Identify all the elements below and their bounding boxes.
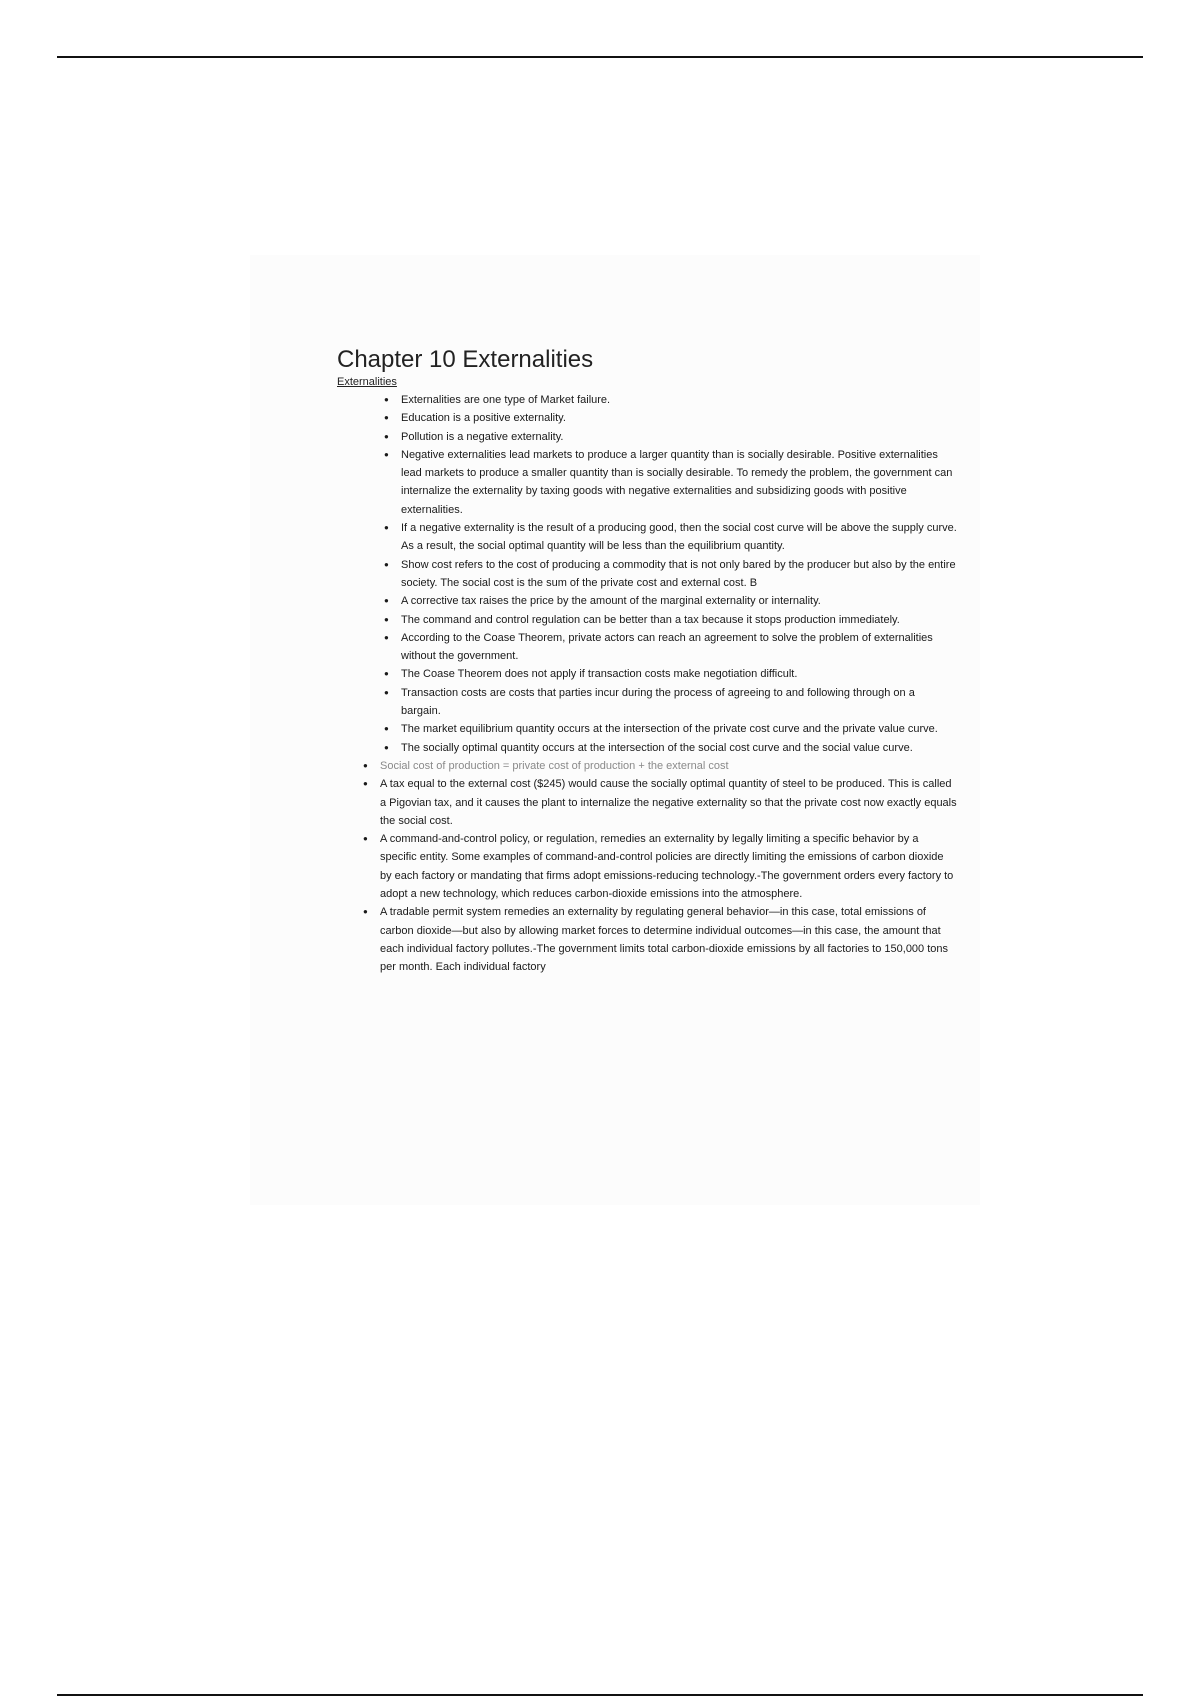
list-item: ● Social cost of production = private cost of production + the external cost	[380, 757, 957, 775]
list-item: ● Education is a positive externality.	[401, 409, 957, 427]
list-item: ● The market equilibrium quantity occurs at the intersection of the private cost curve and the private value curve.	[401, 720, 957, 738]
outer-bullet-list	[337, 757, 957, 977]
list-item: ● The command and control regulation can be better than a tax because it stops production immediately.	[401, 611, 957, 629]
list-item: ● Externalities are one type of Market failure.	[401, 391, 957, 409]
list-item: ● According to the Coase Theorem, private actors can reach an agreement to solve the problem of externalities without the government.	[401, 629, 957, 666]
document-content	[337, 345, 957, 977]
list-item: ● A command-and-control policy, or regulation, remedies an externality by legally limiting a specific behavior by a specific entity. Some examples of command-and-control policies are directly limiting the emissions of carbon dioxide by each factory or mandating that firms adopt emissions-reducing technology.-The government orders every factory to adopt a new technology, which reduces carbon-dioxide emissions into the atmosphere.	[380, 830, 957, 903]
list-item: ● If a negative externality is the result of a producing good, then the social cost curve will be above the supply curve. As a result, the social optimal quantity will be less than the equilibrium quantity.	[401, 519, 957, 556]
list-item: ● The Coase Theorem does not apply if transaction costs make negotiation difficult.	[401, 665, 957, 683]
list-item: ● Transaction costs are costs that parties incur during the process of agreeing to and following through on a bargain.	[401, 684, 957, 721]
nested-bullet-list	[337, 391, 957, 757]
list-item: ● A tax equal to the external cost ($245) would cause the socially optimal quantity of steel to be produced. This is called a Pigovian tax, and it causes the plant to internalize the negative externality so that the private cost now exactly equals the social cost.	[380, 775, 957, 830]
list-item: ● A corrective tax raises the price by the amount of the marginal externality or internality.	[401, 592, 957, 610]
list-item: ● A tradable permit system remedies an externality by regulating general behavior—in this case, total emissions of carbon dioxide—but also by allowing market forces to determine individual outcomes—in this case, the amount that each individual factory pollutes.-The government limits total carbon-dioxide emissions by all factories to 150,000 tons per month. Each individual factory	[380, 903, 957, 976]
list-item: ● The socially optimal quantity occurs at the intersection of the social cost curve and the social value curve.	[401, 739, 957, 757]
bottom-rule	[57, 1694, 1143, 1696]
section-heading: Externalities	[337, 376, 397, 388]
list-item: ● Show cost refers to the cost of producing a commodity that is not only bared by the producer but also by the entire society. The social cost is the sum of the private cost and external cost. B	[401, 556, 957, 593]
list-item: ● Negative externalities lead markets to produce a larger quantity than is socially desirable. Positive externalities lead markets to produce a smaller quantity than is socially desirable. To remedy the problem, the government can internalize the externality by taxing goods with negative externalities and subsidizing goods with positive externalities.	[401, 446, 957, 519]
list-item: ● Pollution is a negative externality.	[401, 428, 957, 446]
page-title: Chapter 10 Externalities	[337, 346, 594, 373]
top-rule	[57, 56, 1143, 58]
